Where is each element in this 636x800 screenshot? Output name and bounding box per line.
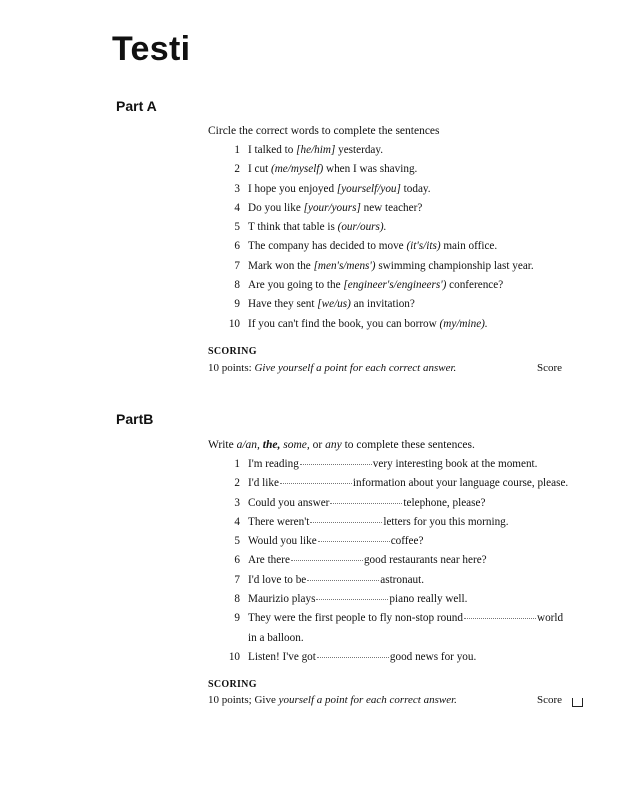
item-text: Could you answer [248,496,330,509]
item-text: Are you going to the [248,279,344,292]
item-number: 10 [228,650,240,663]
item-text: world [537,612,564,625]
item-text: There weren't [248,515,310,528]
item-text: yesterday. [335,144,384,156]
item-text: today. [400,182,431,195]
item-text: swimming championship last year. [375,259,534,272]
part-b-scoring-label: SCORING [208,679,257,690]
item-text: when I was shaving. [323,163,418,176]
choice-words[interactable]: [yourself/you] [336,182,401,195]
item-text: letters for you this morning. [383,515,509,528]
part-a-scoring-line [208,362,456,374]
item-text: I talked to [248,144,297,156]
scoring-text: Give yourself a point for each correct answer. [254,362,457,374]
item-text: coffee? [390,535,424,548]
part-b-scoring-line [208,694,457,706]
part-a-score-label: Score [537,362,563,374]
item-number: 9 [234,298,240,311]
scoring-text: yourself a point for each correct answer. [278,694,457,706]
item-number: 9 [234,612,240,625]
item-number: 6 [234,240,240,253]
choice-words[interactable]: (our/ours). [337,221,387,234]
answer-blank[interactable] [307,579,379,581]
item-text: piano really well. [389,593,468,606]
item-text-continued: in a balloon. [248,631,304,644]
item-text: good news for you. [389,650,477,663]
instruction-keyword: the, [262,439,281,451]
instruction-text: to complete these sentences. [341,439,475,451]
item-text: main office. [440,240,498,253]
item-text: information about your language course, please. [352,477,569,490]
item-number: 7 [234,259,240,272]
item-number: 3 [234,182,240,195]
choice-words[interactable]: (me/myself) [271,163,324,176]
item-text: I'm reading [248,458,299,470]
answer-blank[interactable] [330,502,402,504]
item-text: I'd like [248,477,279,490]
item-text: an invitation? [350,298,415,311]
part-b-score-label: Score [537,694,563,706]
item-number: 4 [234,201,240,214]
item-text: Maurizio plays [248,593,316,606]
part-b-instruction [208,439,475,451]
item-text: telephone, please? [403,496,486,509]
item-number: 3 [234,496,240,509]
choice-words[interactable]: [he/him] [296,144,336,156]
scoring-points: 10 points; Give [208,694,279,706]
instruction-keyword: some, [283,439,310,451]
item-number: 10 [228,317,240,330]
instruction-keyword: a/an, [236,439,260,451]
item-text: conference? [446,279,504,292]
answer-blank[interactable] [317,656,389,658]
item-text: They were the first people to fly non-stop round [248,612,463,625]
part-a-scoring-label: SCORING [208,346,257,357]
item-number: 2 [234,477,240,490]
choice-words[interactable]: (it's/its) [406,240,441,253]
item-text: Have they sent [248,298,318,311]
instruction-text: or [309,439,326,451]
choice-words[interactable]: [engineer's/engineers') [343,279,447,292]
item-text: If you can't find the book, you can borrow [248,317,440,330]
answer-blank[interactable] [318,540,390,542]
part-b-heading: PartB [116,411,154,427]
answer-blank[interactable] [310,521,382,523]
item-number: 6 [234,554,240,567]
answer-blank[interactable] [300,463,372,465]
part-a-heading: Part A [116,98,157,114]
item-text: I hope you enjoyed [248,182,337,195]
item-number: 5 [234,535,240,548]
item-number: 2 [234,163,240,176]
item-number: 5 [234,221,240,234]
item-text: Mark won the [248,259,314,272]
item-number: 8 [234,593,240,606]
choice-words[interactable]: [men's/mens') [313,259,376,272]
item-number: 4 [234,515,240,528]
answer-blank[interactable] [280,482,352,484]
part-a-instruction: Circle the correct words to complete the sentences [208,125,440,137]
answer-blank[interactable] [316,598,388,600]
choice-words[interactable]: [your/yours] [303,201,361,214]
score-box[interactable] [572,698,583,707]
item-text: Are there [248,554,290,567]
item-text: The company has decided to move [248,240,407,253]
item-text: astronaut. [380,573,425,586]
scoring-points: 10 points: [208,362,255,374]
item-number: 1 [234,458,240,470]
instruction-keyword: any [325,439,342,451]
item-text: Would you like [248,535,317,548]
page-title: Testi [112,30,191,68]
answer-blank[interactable] [291,559,363,561]
choice-words[interactable]: [we/us) [317,298,351,311]
item-text: very interesting book at the moment. [372,458,538,470]
item-text: new teacher? [360,201,423,214]
choice-words[interactable]: (my/mine). [439,317,488,330]
answer-blank[interactable] [464,617,536,619]
item-number: 1 [234,144,240,156]
item-text: I cut [248,163,271,176]
item-text: I'd love to be [248,573,307,586]
item-text: Do you like [248,201,304,214]
item-number: 7 [234,573,240,586]
item-text: good restaurants near here? [363,554,487,567]
item-text: Listen! I've got [248,650,316,663]
instruction-text: Write [208,439,237,451]
item-number: 8 [234,279,240,292]
item-text: T think that table is [248,221,338,234]
